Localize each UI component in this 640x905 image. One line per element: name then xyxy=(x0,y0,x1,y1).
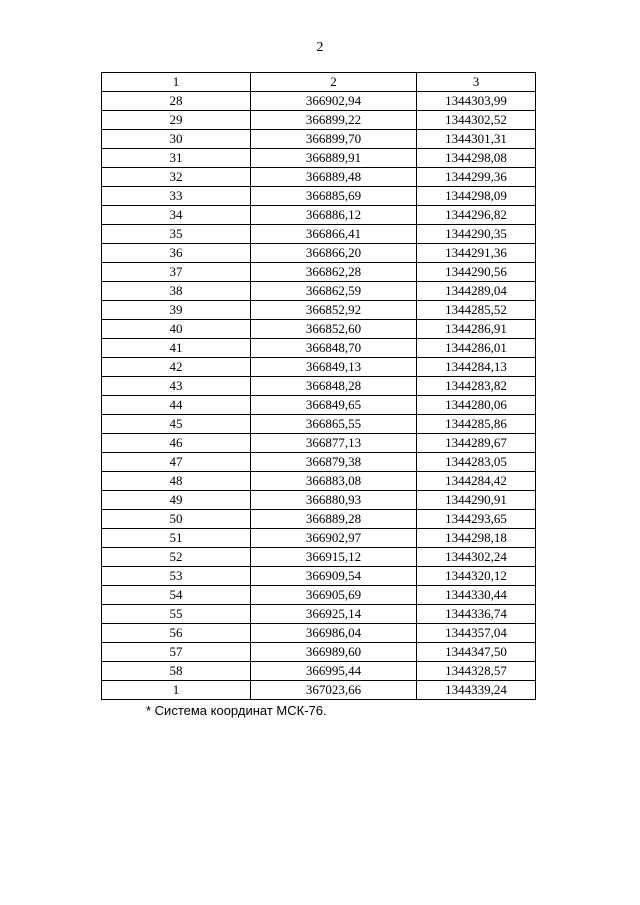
table-row xyxy=(102,130,536,149)
table-row xyxy=(102,396,536,415)
table-row xyxy=(102,434,536,453)
cell-y-coordinate: 1344302,52 xyxy=(417,111,536,130)
cell-x-coordinate: 366889,28 xyxy=(251,510,417,529)
cell-point-number: 47 xyxy=(102,453,251,472)
cell-x-coordinate: 366986,04 xyxy=(251,624,417,643)
cell-y-coordinate: 1344328,57 xyxy=(417,662,536,681)
table-row xyxy=(102,586,536,605)
cell-point-number: 30 xyxy=(102,130,251,149)
cell-point-number: 54 xyxy=(102,586,251,605)
table-row xyxy=(102,206,536,225)
cell-x-coordinate: 366849,13 xyxy=(251,358,417,377)
cell-x-coordinate: 366915,12 xyxy=(251,548,417,567)
cell-y-coordinate: 1344298,09 xyxy=(417,187,536,206)
cell-point-number: 40 xyxy=(102,320,251,339)
cell-point-number: 38 xyxy=(102,282,251,301)
page-number: 2 xyxy=(316,40,324,55)
cell-y-coordinate: 1344285,52 xyxy=(417,301,536,320)
table-row xyxy=(102,662,536,681)
cell-x-coordinate: 366880,93 xyxy=(251,491,417,510)
cell-y-coordinate: 1344298,18 xyxy=(417,529,536,548)
cell-x-coordinate: 366848,28 xyxy=(251,377,417,396)
cell-y-coordinate: 1344283,82 xyxy=(417,377,536,396)
cell-y-coordinate: 1344347,50 xyxy=(417,643,536,662)
table-row xyxy=(102,472,536,491)
cell-point-number: 37 xyxy=(102,263,251,282)
cell-point-number: 32 xyxy=(102,168,251,187)
cell-x-coordinate: 366909,54 xyxy=(251,567,417,586)
coordinates-table xyxy=(101,72,536,700)
cell-point-number: 28 xyxy=(102,92,251,111)
table-row xyxy=(102,244,536,263)
cell-x-coordinate: 366866,20 xyxy=(251,244,417,263)
cell-y-coordinate: 1344291,36 xyxy=(417,244,536,263)
cell-y-coordinate: 1344357,04 xyxy=(417,624,536,643)
cell-x-coordinate: 366848,70 xyxy=(251,339,417,358)
cell-y-coordinate: 1344290,91 xyxy=(417,491,536,510)
cell-y-coordinate: 1344289,04 xyxy=(417,282,536,301)
cell-y-coordinate: 1344284,13 xyxy=(417,358,536,377)
cell-y-coordinate: 1344290,35 xyxy=(417,225,536,244)
cell-point-number: 45 xyxy=(102,415,251,434)
cell-x-coordinate: 366862,28 xyxy=(251,263,417,282)
header-cell-x: 2 xyxy=(251,73,417,92)
cell-x-coordinate: 366883,08 xyxy=(251,472,417,491)
cell-point-number: 46 xyxy=(102,434,251,453)
cell-point-number: 53 xyxy=(102,567,251,586)
cell-point-number: 43 xyxy=(102,377,251,396)
cell-point-number: 49 xyxy=(102,491,251,510)
table-row xyxy=(102,643,536,662)
cell-point-number: 44 xyxy=(102,396,251,415)
cell-point-number: 35 xyxy=(102,225,251,244)
cell-x-coordinate: 366866,41 xyxy=(251,225,417,244)
cell-point-number: 1 xyxy=(102,681,251,700)
table-row xyxy=(102,92,536,111)
table-row xyxy=(102,548,536,567)
cell-x-coordinate: 366862,59 xyxy=(251,282,417,301)
cell-y-coordinate: 1344336,74 xyxy=(417,605,536,624)
cell-y-coordinate: 1344339,24 xyxy=(417,681,536,700)
cell-y-coordinate: 1344290,56 xyxy=(417,263,536,282)
cell-point-number: 41 xyxy=(102,339,251,358)
cell-point-number: 56 xyxy=(102,624,251,643)
table-row xyxy=(102,624,536,643)
cell-y-coordinate: 1344302,24 xyxy=(417,548,536,567)
cell-point-number: 31 xyxy=(102,149,251,168)
table-row xyxy=(102,529,536,548)
cell-x-coordinate: 366989,60 xyxy=(251,643,417,662)
table-row xyxy=(102,187,536,206)
cell-x-coordinate: 366925,14 xyxy=(251,605,417,624)
table-row xyxy=(102,320,536,339)
cell-x-coordinate: 366879,38 xyxy=(251,453,417,472)
cell-point-number: 50 xyxy=(102,510,251,529)
cell-x-coordinate: 366902,94 xyxy=(251,92,417,111)
cell-y-coordinate: 1344301,31 xyxy=(417,130,536,149)
cell-point-number: 58 xyxy=(102,662,251,681)
table-row xyxy=(102,149,536,168)
cell-x-coordinate: 366852,60 xyxy=(251,320,417,339)
cell-y-coordinate: 1344299,36 xyxy=(417,168,536,187)
table-row xyxy=(102,111,536,130)
cell-y-coordinate: 1344320,12 xyxy=(417,567,536,586)
cell-y-coordinate: 1344303,99 xyxy=(417,92,536,111)
cell-x-coordinate: 366852,92 xyxy=(251,301,417,320)
cell-y-coordinate: 1344286,91 xyxy=(417,320,536,339)
coordinates-table-body xyxy=(102,73,536,700)
table-row xyxy=(102,415,536,434)
cell-x-coordinate: 366885,69 xyxy=(251,187,417,206)
cell-x-coordinate: 366889,91 xyxy=(251,149,417,168)
table-row xyxy=(102,491,536,510)
cell-x-coordinate: 367023,66 xyxy=(251,681,417,700)
table-row xyxy=(102,263,536,282)
cell-x-coordinate: 366877,13 xyxy=(251,434,417,453)
cell-x-coordinate: 366849,65 xyxy=(251,396,417,415)
cell-point-number: 51 xyxy=(102,529,251,548)
cell-y-coordinate: 1344298,08 xyxy=(417,149,536,168)
table-row xyxy=(102,168,536,187)
table-row xyxy=(102,567,536,586)
table-row xyxy=(102,282,536,301)
header-cell-point: 1 xyxy=(102,73,251,92)
cell-x-coordinate: 366995,44 xyxy=(251,662,417,681)
table-row xyxy=(102,377,536,396)
cell-x-coordinate: 366889,48 xyxy=(251,168,417,187)
cell-y-coordinate: 1344296,82 xyxy=(417,206,536,225)
header-cell-y: 3 xyxy=(417,73,536,92)
table-row xyxy=(102,453,536,472)
cell-point-number: 34 xyxy=(102,206,251,225)
cell-point-number: 55 xyxy=(102,605,251,624)
cell-point-number: 57 xyxy=(102,643,251,662)
cell-x-coordinate: 366886,12 xyxy=(251,206,417,225)
table-row xyxy=(102,510,536,529)
cell-point-number: 42 xyxy=(102,358,251,377)
footnote: * Система координат МСК-76. xyxy=(146,703,327,718)
cell-y-coordinate: 1344280,06 xyxy=(417,396,536,415)
table-row xyxy=(102,358,536,377)
cell-y-coordinate: 1344285,86 xyxy=(417,415,536,434)
table-row xyxy=(102,339,536,358)
cell-y-coordinate: 1344284,42 xyxy=(417,472,536,491)
table-header-row xyxy=(102,73,536,92)
cell-point-number: 52 xyxy=(102,548,251,567)
cell-y-coordinate: 1344283,05 xyxy=(417,453,536,472)
cell-x-coordinate: 366899,70 xyxy=(251,130,417,149)
cell-point-number: 29 xyxy=(102,111,251,130)
cell-point-number: 48 xyxy=(102,472,251,491)
cell-y-coordinate: 1344289,67 xyxy=(417,434,536,453)
cell-point-number: 39 xyxy=(102,301,251,320)
cell-y-coordinate: 1344330,44 xyxy=(417,586,536,605)
cell-x-coordinate: 366899,22 xyxy=(251,111,417,130)
cell-y-coordinate: 1344293,65 xyxy=(417,510,536,529)
cell-x-coordinate: 366902,97 xyxy=(251,529,417,548)
cell-x-coordinate: 366865,55 xyxy=(251,415,417,434)
table-row xyxy=(102,605,536,624)
table-row xyxy=(102,681,536,700)
cell-y-coordinate: 1344286,01 xyxy=(417,339,536,358)
table-row xyxy=(102,225,536,244)
cell-point-number: 33 xyxy=(102,187,251,206)
cell-x-coordinate: 366905,69 xyxy=(251,586,417,605)
table-row xyxy=(102,301,536,320)
cell-point-number: 36 xyxy=(102,244,251,263)
